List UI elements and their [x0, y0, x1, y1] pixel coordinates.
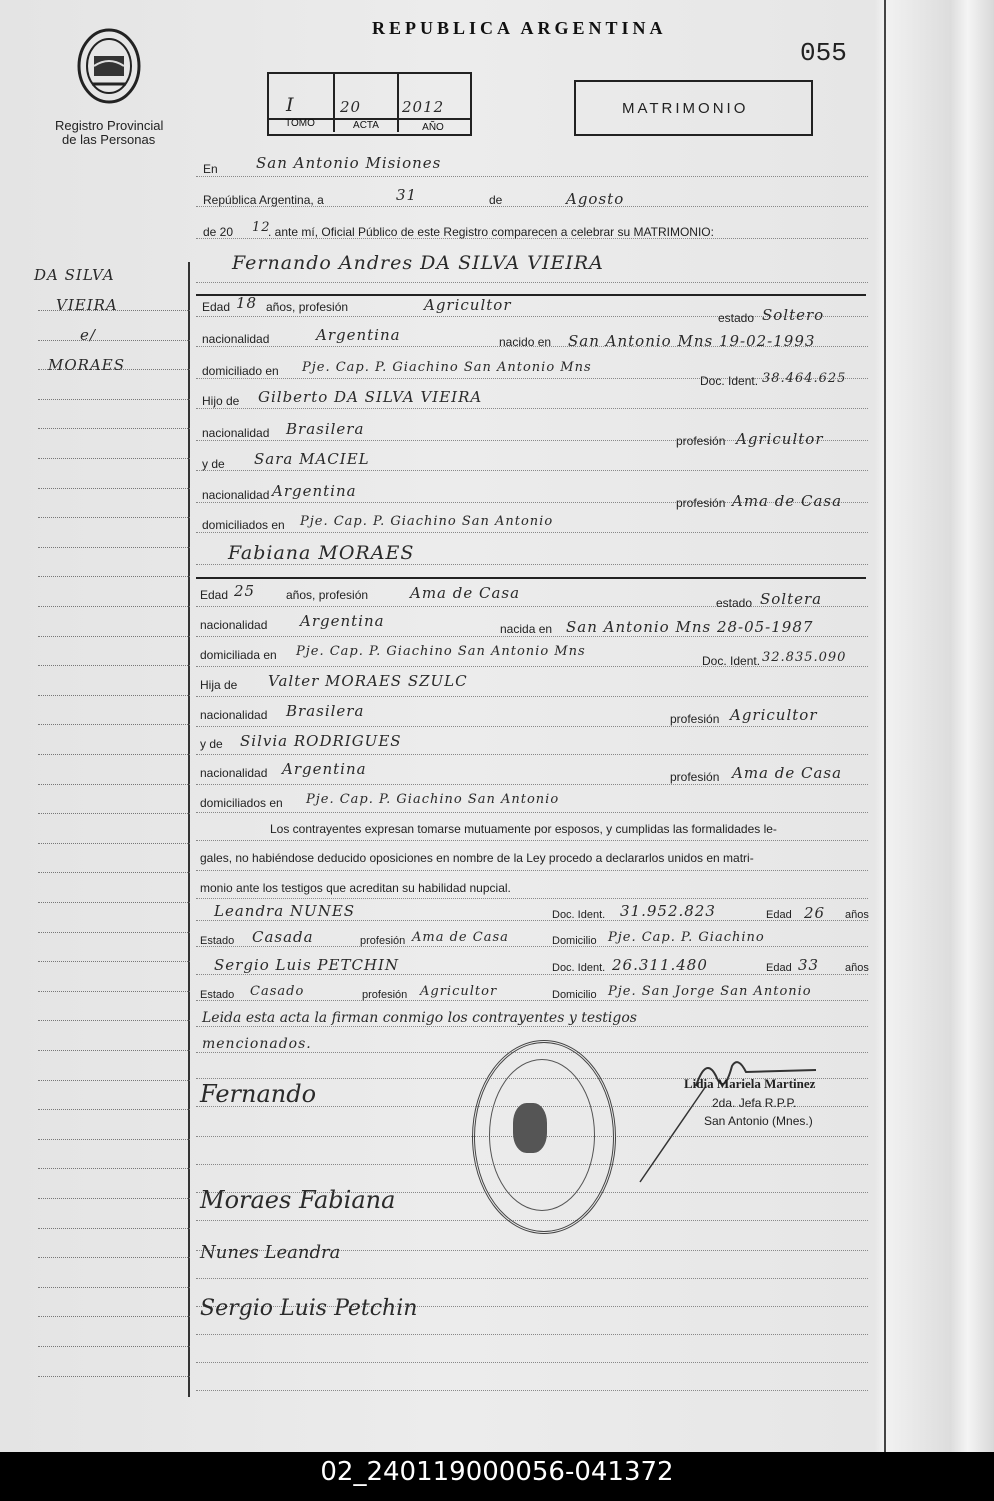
- witness1-anios-label: años: [845, 909, 869, 921]
- margin-ruled-line: [38, 1316, 190, 1317]
- registry-name-line2: de las Personas: [62, 132, 156, 147]
- margin-ruled-line: [38, 754, 190, 755]
- en-label: En: [203, 162, 218, 176]
- closing-line2: mencionados.: [202, 1036, 312, 1052]
- margin-ruled-line: [38, 1168, 190, 1169]
- bride-madre: Silvia RODRIGUES: [240, 732, 402, 750]
- witness1-edad: 26: [804, 904, 826, 922]
- witness1-estado: Casada: [252, 928, 314, 946]
- witness2-doc-label: Doc. Ident.: [552, 962, 606, 974]
- record-type: MATRIMONIO: [622, 100, 749, 117]
- en-value: San Antonio Misiones: [256, 154, 442, 172]
- margin-ruled-line: [38, 576, 190, 577]
- groom-padres-dom: Pje. Cap. P. Giachino San Antonio: [300, 514, 554, 529]
- margin-ruled-line: [38, 991, 190, 992]
- body-ruled-line: [196, 1390, 868, 1391]
- bride-profesion: Ama de Casa: [410, 584, 521, 602]
- bride-madre-nac: Argentina: [282, 760, 367, 778]
- body-ruled-line: [196, 1000, 868, 1001]
- witness2-estado: Casado: [250, 984, 305, 999]
- bride-padre-prof: Agricultor: [730, 706, 818, 724]
- margin-ruled-line: [38, 665, 190, 666]
- bride-doc: 32.835.090: [762, 650, 847, 665]
- margin-ruled-line: [38, 428, 190, 429]
- groom-padre-prof-label: profesión: [676, 434, 726, 448]
- page-number: 055: [800, 38, 847, 68]
- declaration-line3: monio ante los testigos que acreditan su habilidad nupcial.: [200, 881, 511, 895]
- margin-ruled-line: [38, 636, 190, 637]
- witness1-prof-label: profesión: [360, 935, 406, 947]
- margin-ruled-line: [38, 1050, 190, 1051]
- bride-hija-label: Hija de: [200, 678, 238, 692]
- body-ruled-line: [196, 532, 868, 533]
- witness1-profesion: Ama de Casa: [412, 930, 509, 945]
- bride-padre-nac: Brasilera: [286, 702, 365, 720]
- body-ruled-line: [196, 176, 868, 177]
- bride-padres-dom: Pje. Cap. P. Giachino San Antonio: [306, 792, 560, 807]
- margin-ruled-line: [38, 872, 190, 873]
- margin-ruled-line: [38, 1080, 190, 1081]
- body-ruled-line: [196, 564, 868, 565]
- witness2-prof-label: profesión: [362, 989, 408, 1001]
- margin-surname-1: DA SILVA: [34, 266, 115, 284]
- margin-ruled-line: [38, 695, 190, 696]
- bride-domicilio: Pje. Cap. P. Giachino San Antonio Mns: [296, 644, 586, 659]
- witness1-edad-label: Edad: [766, 909, 792, 921]
- bride-padre: Valter MORAES SZULC: [268, 672, 468, 690]
- witness1-doc-label: Doc. Ident.: [552, 909, 606, 921]
- year-suffix: 12: [252, 220, 271, 235]
- margin-ruled-line: [38, 399, 190, 400]
- body-ruled-line: [196, 784, 868, 785]
- body-ruled-line: [196, 666, 868, 667]
- body-ruled-line: [196, 812, 868, 813]
- body-ruled-line: [196, 470, 868, 471]
- bride-edad: 25: [234, 582, 256, 600]
- declaration-line1: Los contrayentes expresan tomarse mutuamente por esposos, y cumplidas las formalidades le-: [270, 822, 777, 836]
- bride-padre-nac-label: nacionalidad: [200, 708, 268, 722]
- groom-padre-prof: Agricultor: [736, 430, 824, 448]
- margin-surname-2: VIEIRA: [56, 296, 118, 314]
- groom-yde-label: y de: [202, 457, 225, 471]
- margin-ruled-line: [38, 843, 190, 844]
- signature-groom: Fernando: [200, 1080, 317, 1108]
- body-ruled-line: [196, 1334, 868, 1335]
- bride-nacida-label: nacida en: [500, 622, 553, 636]
- margin-ruled-line: [38, 1228, 190, 1229]
- margin-ruled-line: [38, 1257, 190, 1258]
- tomo-label: TOMO: [285, 118, 315, 129]
- groom-estado-label: estado: [718, 311, 755, 325]
- groom-edad-label: Edad: [202, 300, 231, 314]
- witness2-edad-label: Edad: [766, 962, 792, 974]
- de-label: de: [489, 193, 503, 207]
- body-ruled-line: [196, 1362, 868, 1363]
- bride-nac-label: nacionalidad: [200, 618, 268, 632]
- bride-padre-prof-label: profesión: [670, 712, 720, 726]
- groom-padre-nac: Brasilera: [286, 420, 365, 438]
- body-ruled-line: [196, 696, 868, 697]
- bride-nacida: San Antonio Mns 28-05-1987: [566, 618, 814, 636]
- bride-madre-nac-label: nacionalidad: [200, 766, 268, 780]
- margin-ruled-line: [38, 784, 190, 785]
- body-ruled-line: [196, 754, 868, 755]
- body-ruled-line: [196, 408, 868, 409]
- margin-ruled-line: [38, 724, 190, 725]
- margin-ruled-line: [38, 458, 190, 459]
- body-ruled-line: [196, 1278, 868, 1279]
- body-ruled-line: [196, 1026, 868, 1027]
- republica-label: República Argentina, a: [203, 193, 324, 207]
- bride-doms-label: domiciliados en: [200, 796, 283, 810]
- right-rule: [884, 0, 886, 1452]
- bride-madre-prof-label: profesión: [670, 770, 720, 784]
- margin-separator: e/: [80, 326, 96, 344]
- year-prefix: de 20: [203, 225, 234, 239]
- official-name: Lidia Mariela Martinez: [684, 1076, 816, 1091]
- bride-edad-label: Edad: [200, 588, 229, 602]
- margin-lines: [38, 0, 192, 1452]
- body-ruled-line: [196, 282, 868, 283]
- witness2-dom-label: Domicilio: [552, 989, 597, 1001]
- margin-ruled-line: [38, 340, 190, 341]
- witness2-anios-label: años: [845, 962, 869, 974]
- registry-name-line1: Registro Provincial: [55, 118, 164, 133]
- body-ruled-line: [196, 870, 868, 871]
- groom-doc: 38.464.625: [762, 371, 847, 386]
- body-ruled-line: [196, 974, 868, 975]
- bride-doc-label: Doc. Ident.: [702, 654, 761, 668]
- groom-dom-label: domiciliado en: [202, 364, 279, 378]
- acta-value: 20: [340, 98, 362, 116]
- groom-estado: Soltero: [762, 306, 825, 324]
- witness2-domicilio: Pje. San Jorge San Antonio: [608, 984, 812, 999]
- margin-ruled-line: [38, 1139, 190, 1140]
- day-value: 31: [396, 186, 418, 204]
- margin-ruled-line: [38, 1346, 190, 1347]
- margin-ruled-line: [38, 606, 190, 607]
- groom-madre-prof-label: profesión: [676, 496, 726, 510]
- declaration-line2: gales, no habiéndose deducido oposiciones en nombre de la Ley procedo a declararlos unidos en matri-: [200, 851, 754, 865]
- bride-estado: Soltera: [760, 590, 823, 608]
- official-stamp: [472, 1040, 616, 1234]
- bride-estado-label: estado: [716, 596, 753, 610]
- signature-bride: Moraes Fabiana: [200, 1186, 396, 1214]
- anio-label: AÑO: [422, 122, 444, 133]
- witness1-domicilio: Pje. Cap. P. Giachino: [608, 930, 765, 945]
- margin-ruled-line: [38, 1287, 190, 1288]
- witness2-estado-label: Estado: [200, 989, 235, 1001]
- groom-nac-label: nacionalidad: [202, 332, 270, 346]
- official-place: San Antonio (Mnes.): [704, 1114, 813, 1128]
- witness1-dom-label: Domicilio: [552, 935, 597, 947]
- groom-domicilio: Pje. Cap. P. Giachino San Antonio Mns: [302, 360, 592, 375]
- groom-madre-prof: Ama de Casa: [732, 492, 843, 510]
- month-value: Agosto: [566, 190, 625, 208]
- signature-witness2: Sergio Luis Petchin: [200, 1296, 418, 1321]
- witness1-name: Leandra NUNES: [214, 902, 356, 920]
- margin-ruled-line: [38, 517, 190, 518]
- margin-ruled-line: [38, 547, 190, 548]
- witness2-doc: 26.311.480: [612, 956, 708, 974]
- body-ruled-line: [196, 726, 868, 727]
- signature-witness1: Nunes Leandra: [200, 1242, 341, 1263]
- margin-ruled-line: [38, 1198, 190, 1199]
- province-seal-logo: [74, 26, 144, 104]
- body-ruled-line: [196, 898, 868, 899]
- margin-ruled-line: [38, 1376, 190, 1377]
- bride-dom-label: domiciliada en: [200, 648, 277, 662]
- bride-madre-prof: Ama de Casa: [732, 764, 843, 782]
- groom-nacido: San Antonio Mns 19-02-1993: [568, 332, 816, 350]
- bride-yde-label: y de: [200, 737, 223, 751]
- groom-nacido-label: nacido en: [499, 335, 552, 349]
- oficial-text: . ante mí, Oficial Público de este Registro comparecen a celebrar su MATRIMONIO:: [268, 225, 714, 239]
- groom-doms-label: domiciliados en: [202, 518, 285, 532]
- margin-ruled-line: [38, 932, 190, 933]
- witness2-edad: 33: [798, 956, 820, 974]
- margin-surname-3: MORAES: [48, 356, 126, 374]
- official-role: 2da. Jefa R.P.P.: [712, 1096, 797, 1110]
- tomo-value: I: [286, 94, 295, 116]
- body-ruled-line: [196, 840, 868, 841]
- margin-ruled-line: [38, 1109, 190, 1110]
- margin-ruled-line: [38, 813, 190, 814]
- anio-value: 2012: [402, 98, 445, 116]
- groom-doc-label: Doc. Ident.: [700, 374, 759, 388]
- page-edge: [950, 0, 994, 1452]
- acta-label: ACTA: [353, 120, 379, 131]
- groom-profesion: Agricultor: [424, 296, 512, 314]
- groom-madre-nac: Argentina: [272, 482, 357, 500]
- groom-madre-nac-label: nacionalidad: [202, 488, 270, 502]
- witness1-estado-label: Estado: [200, 935, 235, 947]
- scan-footer-code: 02_240119000056-041372: [0, 1452, 994, 1501]
- closing-line1: Leida esta acta la firman conmigo los contrayentes y testigos: [202, 1010, 637, 1026]
- witness2-profesion: Agricultor: [420, 984, 498, 999]
- body-ruled-line: [196, 636, 868, 637]
- groom-padre-nac-label: nacionalidad: [202, 426, 270, 440]
- bride-nacionalidad: Argentina: [300, 612, 385, 630]
- margin-ruled-line: [38, 488, 190, 489]
- body-ruled-line: [196, 946, 868, 947]
- bride-profesion-label: años, profesión: [286, 588, 369, 602]
- margin-ruled-line: [38, 1020, 190, 1021]
- groom-padre: Gilberto DA SILVA VIEIRA: [258, 388, 483, 406]
- margin-ruled-line: [38, 902, 190, 903]
- groom-edad: 18: [236, 294, 258, 312]
- witness2-name: Sergio Luis PETCHIN: [214, 956, 400, 974]
- groom-divider: [196, 294, 866, 296]
- witness1-doc: 31.952.823: [620, 902, 716, 920]
- margin-ruled-line: [38, 961, 190, 962]
- bride-divider: [196, 577, 866, 579]
- groom-hijo-label: Hijo de: [202, 394, 240, 408]
- groom-profesion-label: años, profesión: [266, 300, 349, 314]
- groom-nacionalidad: Argentina: [316, 326, 401, 344]
- page-title: REPUBLICA ARGENTINA: [372, 18, 667, 38]
- groom-name: Fernando Andres DA SILVA VIEIRA: [232, 252, 604, 274]
- groom-madre: Sara MACIEL: [254, 450, 370, 468]
- bride-name: Fabiana MORAES: [228, 542, 415, 564]
